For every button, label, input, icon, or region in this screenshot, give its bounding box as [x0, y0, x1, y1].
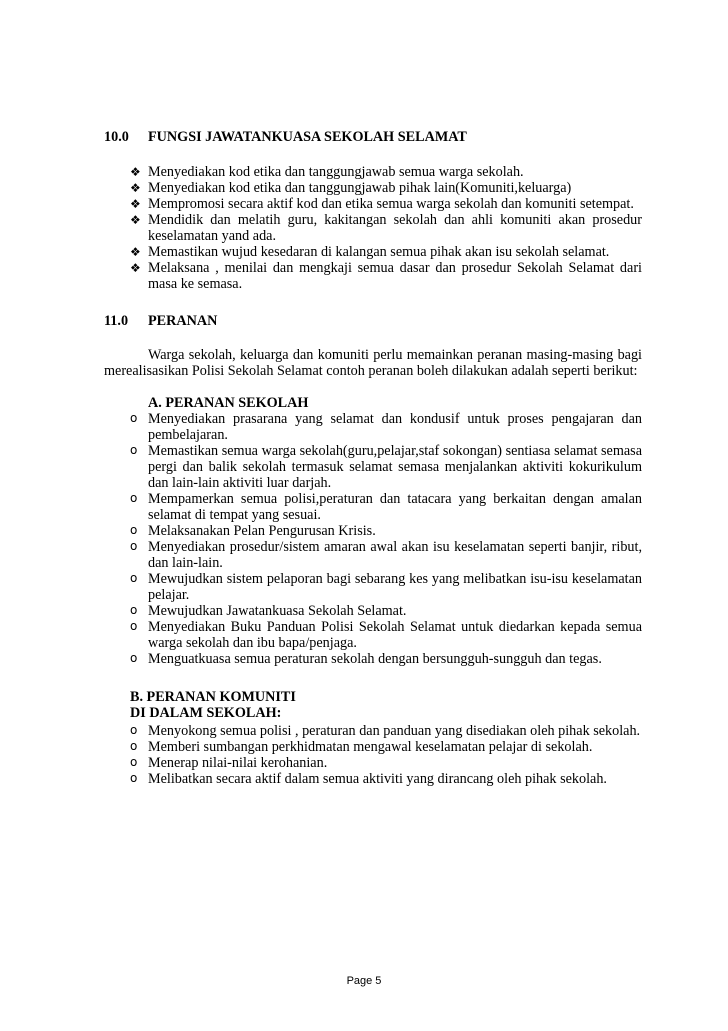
subsection-b-title-line1: B. PERANAN KOMUNITI — [130, 689, 296, 705]
list-item: ❖ Memastikan wujud kesedaran di kalangan semua pihak akan isu sekolah selamat. — [130, 244, 610, 260]
section-10-list — [130, 164, 642, 292]
list-item: ❖ Menyediakan kod etika dan tanggungjawab semua warga sekolah. — [130, 164, 524, 180]
subsection-a-list — [130, 411, 642, 667]
list-item: o Menguatkuasa semua peraturan sekolah dengan bersungguh-sungguh dan tegas. — [130, 651, 602, 667]
list-item: o Menyokong semua polisi , peraturan dan panduan yang disediakan oleh pihak sekolah. — [130, 723, 641, 739]
section-10-number: 10.0 — [104, 129, 129, 145]
circle-bullet-icon: o — [130, 755, 138, 769]
list-item: ❖ Mempromosi secara aktif kod dan etika semua warga sekolah dan komuniti setempat. — [130, 196, 634, 212]
subsection-a-title: A. PERANAN SEKOLAH — [148, 395, 309, 411]
list-item: o Menyediakan Buku Panduan Polisi Sekolah Selamat untuk diedarkan kepada semua warga sekolah dan ibu bapa/penjaga. — [130, 619, 642, 651]
subsection-b-list — [130, 723, 642, 787]
circle-bullet-icon: o — [130, 739, 138, 753]
section-10-heading — [104, 129, 644, 145]
list-item: o Mewujudkan Jawatankuasa Sekolah Selamat. — [130, 603, 407, 619]
page-number: Page 5 — [346, 975, 382, 987]
circle-bullet-icon: o — [130, 523, 138, 537]
diamond-bullet-icon: ❖ — [130, 245, 141, 259]
section-11-intro: Warga sekolah, keluarga dan komuniti perlu memainkan peranan masing-masing bagi merealisasikan Polisi Sekolah Selamat contoh peranan boleh dilakukan adalah seperti berikut: — [104, 347, 642, 379]
list-item: o Melibatkan secara aktif dalam semua aktiviti yang dirancang oleh pihak sekolah. — [130, 771, 607, 787]
circle-bullet-icon: o — [130, 723, 138, 737]
circle-bullet-icon: o — [130, 571, 138, 585]
subsection-b-title — [130, 689, 296, 721]
section-11-title: PERANAN — [148, 313, 218, 329]
circle-bullet-icon: o — [130, 491, 138, 505]
list-item: o Mewujudkan sistem pelaporan bagi sebarang kes yang melibatkan isu-isu keselamatan pelajar. — [130, 571, 642, 603]
list-item: o Memastikan semua warga sekolah(guru,pelajar,staf sokongan) sentiasa selamat semasa pergi dan balik sekolah termasuk selamat semasa menjalankan aktiviti kokurikulum dan lain-lain aktiviti luar darjah. — [130, 443, 642, 491]
list-item: o Menyediakan prosedur/sistem amaran awal akan isu keselamatan seperti banjir, ribut, dan lain-lain. — [130, 539, 642, 571]
circle-bullet-icon: o — [130, 651, 138, 665]
diamond-bullet-icon: ❖ — [130, 165, 141, 179]
circle-bullet-icon: o — [130, 603, 138, 617]
circle-bullet-icon: o — [130, 771, 138, 785]
subsection-b-title-line2: DI DALAM SEKOLAH: — [130, 705, 282, 721]
list-item: ❖ Melaksana , menilai dan mengkaji semua dasar dan prosedur Sekolah Selamat dari masa ke semasa. — [130, 260, 642, 292]
list-item: ❖ Mendidik dan melatih guru, kakitangan sekolah dan ahli komuniti akan prosedur keselamatan yand ada. — [130, 212, 642, 244]
section-10-title: FUNGSI JAWATANKUASA SEKOLAH SELAMAT — [148, 129, 467, 145]
list-item: o Menyediakan prasarana yang selamat dan kondusif untuk proses pengajaran dan pembelajaran. — [130, 411, 642, 443]
list-item: o Memberi sumbangan perkhidmatan mengawal keselamatan pelajar di sekolah. — [130, 739, 593, 755]
diamond-bullet-icon: ❖ — [130, 197, 141, 211]
list-item: o Menerap nilai-nilai kerohanian. — [130, 755, 328, 771]
diamond-bullet-icon: ❖ — [130, 261, 141, 275]
diamond-bullet-icon: ❖ — [130, 181, 141, 195]
circle-bullet-icon: o — [130, 619, 138, 633]
circle-bullet-icon: o — [130, 411, 138, 425]
diamond-bullet-icon: ❖ — [130, 213, 141, 227]
section-11-heading — [104, 313, 644, 329]
section-11-number: 11.0 — [104, 313, 129, 329]
list-item: o Melaksanakan Pelan Pengurusan Krisis. — [130, 523, 376, 539]
list-item: ❖ Menyediakan kod etika dan tanggungjawab pihak lain(Komuniti,keluarga) — [130, 180, 572, 196]
list-item: o Mempamerkan semua polisi,peraturan dan tatacara yang berkaitan dengan amalan selamat di tempat yang sesuai. — [130, 491, 642, 523]
circle-bullet-icon: o — [130, 539, 138, 553]
circle-bullet-icon: o — [130, 443, 138, 457]
